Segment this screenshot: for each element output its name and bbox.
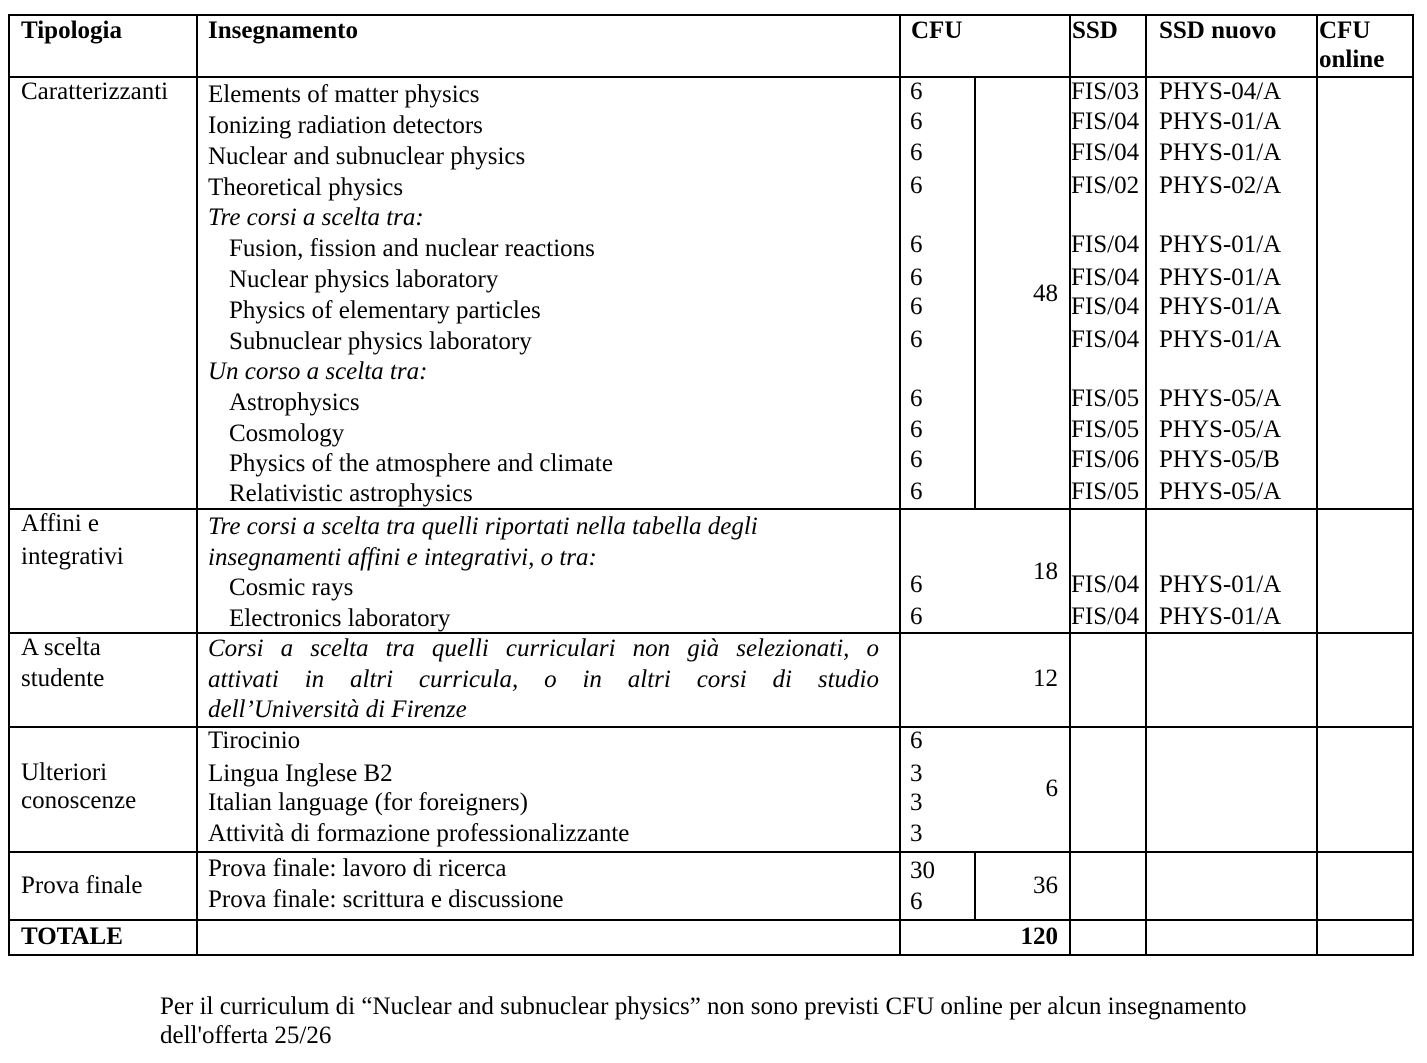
scelta-description: Corsi a scelta tra quelli curriculari non già selezionati, o: [208, 635, 879, 662]
course-ssd-new: PHYS-01/A: [1159, 326, 1282, 353]
header-cfu: CFU: [911, 17, 963, 44]
course-cfu: 6: [910, 385, 923, 412]
course-ssd: FIS/04: [1071, 139, 1140, 166]
course-name: Electronics laboratory: [229, 605, 451, 632]
course-cfu: 6: [910, 139, 923, 166]
cfu-total-prova: 36: [1033, 872, 1058, 899]
course-ssd-new: PHYS-01/A: [1159, 108, 1282, 135]
course-ssd: FIS/04: [1071, 326, 1140, 353]
course-name: Prova finale: lavoro di ricerca: [208, 855, 507, 882]
course-name: Cosmology: [229, 420, 345, 447]
course-ssd: FIS/04: [1071, 264, 1140, 291]
course-name: Subnuclear physics laboratory: [229, 328, 532, 355]
course-cfu: 6: [910, 172, 923, 199]
table-rule: [1145, 14, 1147, 956]
table-rule: [1412, 14, 1414, 956]
course-cfu: 3: [910, 789, 923, 816]
table-rule: [8, 919, 1414, 921]
header-tipologia: Tipologia: [21, 17, 122, 44]
cfu-total-affini: 18: [1033, 558, 1058, 585]
course-ssd-new: PHYS-01/A: [1159, 603, 1282, 630]
course-ssd: FIS/03: [1071, 78, 1140, 105]
course-name: Elements of matter physics: [208, 81, 480, 108]
choice-intro: Tre corsi a scelta tra quelli riportati nella tabella degli: [208, 513, 758, 540]
course-cfu: 6: [910, 416, 923, 443]
tipologia-scelta: studente: [21, 665, 105, 692]
course-ssd-new: PHYS-05/B: [1159, 446, 1280, 473]
course-ssd-new: PHYS-01/A: [1159, 293, 1282, 320]
course-name: Astrophysics: [229, 389, 360, 416]
course-name: Prova finale: scrittura e discussione: [208, 886, 564, 913]
totale-label: TOTALE: [21, 923, 123, 950]
course-name: Physics of the atmosphere and climate: [229, 450, 613, 477]
course-name: Ionizing radiation detectors: [208, 112, 483, 139]
course-cfu: 6: [910, 446, 923, 473]
table-rule: [196, 14, 198, 956]
course-cfu: 6: [910, 571, 923, 598]
table-rule: [899, 14, 901, 956]
cfu-total-scelta: 12: [1033, 665, 1058, 692]
tipologia-prova: Prova finale: [21, 872, 143, 899]
tipologia-scelta: A scelta: [21, 634, 101, 661]
course-ssd-new: PHYS-01/A: [1159, 231, 1282, 258]
course-cfu: 6: [910, 78, 923, 105]
course-cfu: 6: [910, 326, 923, 353]
course-ssd: FIS/05: [1071, 385, 1140, 412]
course-ssd-new: PHYS-02/A: [1159, 172, 1282, 199]
header-cfu-online: CFU: [1319, 17, 1371, 44]
course-name: Relativistic astrophysics: [229, 480, 473, 507]
course-name: Nuclear and subnuclear physics: [208, 143, 526, 170]
course-ssd: FIS/04: [1071, 231, 1140, 258]
curriculum-table: [8, 14, 1414, 956]
tipologia-ulteriori: conoscenze: [21, 787, 137, 814]
course-name: Nuclear physics laboratory: [229, 266, 499, 293]
table-rule: [1316, 14, 1318, 956]
course-ssd: FIS/05: [1071, 416, 1140, 443]
choice-intro: Un corso a scelta tra:: [208, 358, 428, 385]
table-rule: [8, 508, 1414, 510]
table-rule: [8, 954, 1414, 956]
course-cfu: 6: [910, 727, 923, 754]
footnote: Per il curriculum di “Nuclear and subnuclear physics” non sono previsti CFU online per alcun insegnamento dell'offerta 25/26: [160, 993, 1247, 1049]
header-ssd-nuovo: SSD nuovo: [1159, 17, 1277, 44]
course-cfu: 3: [910, 760, 923, 787]
tipologia-ulteriori: Ulteriori: [21, 759, 108, 786]
course-ssd-new: PHYS-01/A: [1159, 264, 1282, 291]
course-name: Lingua Inglese B2: [208, 760, 393, 787]
table-rule: [8, 851, 1414, 853]
cfu-total-caratterizzanti: 48: [1033, 280, 1058, 307]
course-ssd-new: PHYS-01/A: [1159, 571, 1282, 598]
tipologia-caratterizzanti: Caratterizzanti: [21, 78, 169, 105]
course-ssd-new: PHYS-05/A: [1159, 385, 1282, 412]
course-cfu: 6: [910, 603, 923, 630]
course-ssd: FIS/04: [1071, 571, 1140, 598]
course-ssd: FIS/05: [1071, 478, 1140, 505]
scelta-description: attivati in altri curricula, o in altri corsi di studio: [208, 666, 879, 693]
course-name: Cosmic rays: [229, 574, 354, 601]
course-name: Attività di formazione professionalizzante: [208, 820, 630, 847]
course-ssd-new: PHYS-05/A: [1159, 416, 1282, 443]
tipologia-affini: integrativi: [21, 543, 124, 570]
header-insegnamento: Insegnamento: [208, 17, 359, 44]
course-name: Theoretical physics: [208, 174, 404, 201]
course-ssd-new: PHYS-04/A: [1159, 78, 1282, 105]
course-name: Tirocinio: [208, 727, 301, 754]
tipologia-affini: Affini e: [21, 510, 99, 537]
course-cfu: 30: [910, 857, 935, 884]
course-ssd-new: PHYS-01/A: [1159, 139, 1282, 166]
scelta-description: dell’Università di Firenze: [208, 696, 467, 723]
choice-intro: Tre corsi a scelta tra:: [208, 204, 424, 231]
course-ssd: FIS/04: [1071, 603, 1140, 630]
course-cfu: 6: [910, 108, 923, 135]
course-ssd-new: PHYS-05/A: [1159, 478, 1282, 505]
choice-intro: insegnamenti affini e integrativi, o tra:: [208, 544, 597, 571]
course-cfu: 6: [910, 478, 923, 505]
course-ssd: FIS/02: [1071, 172, 1140, 199]
header-ssd: SSD: [1072, 17, 1118, 44]
course-ssd: FIS/04: [1071, 293, 1140, 320]
course-name: Italian language (for foreigners): [208, 789, 528, 816]
course-name: Fusion, fission and nuclear reactions: [229, 235, 595, 262]
header-cfu-online: online: [1319, 46, 1385, 73]
cfu-total-ulteriori: 6: [1045, 775, 1058, 802]
course-cfu: 6: [910, 293, 923, 320]
course-cfu: 3: [910, 820, 923, 847]
course-ssd: FIS/04: [1071, 108, 1140, 135]
course-name: Physics of elementary particles: [229, 297, 541, 324]
course-cfu: 6: [910, 231, 923, 258]
course-ssd: FIS/06: [1071, 446, 1140, 473]
table-rule: [8, 14, 10, 956]
course-cfu: 6: [910, 264, 923, 291]
totale-value: 120: [1020, 923, 1058, 950]
course-cfu: 6: [910, 888, 923, 915]
